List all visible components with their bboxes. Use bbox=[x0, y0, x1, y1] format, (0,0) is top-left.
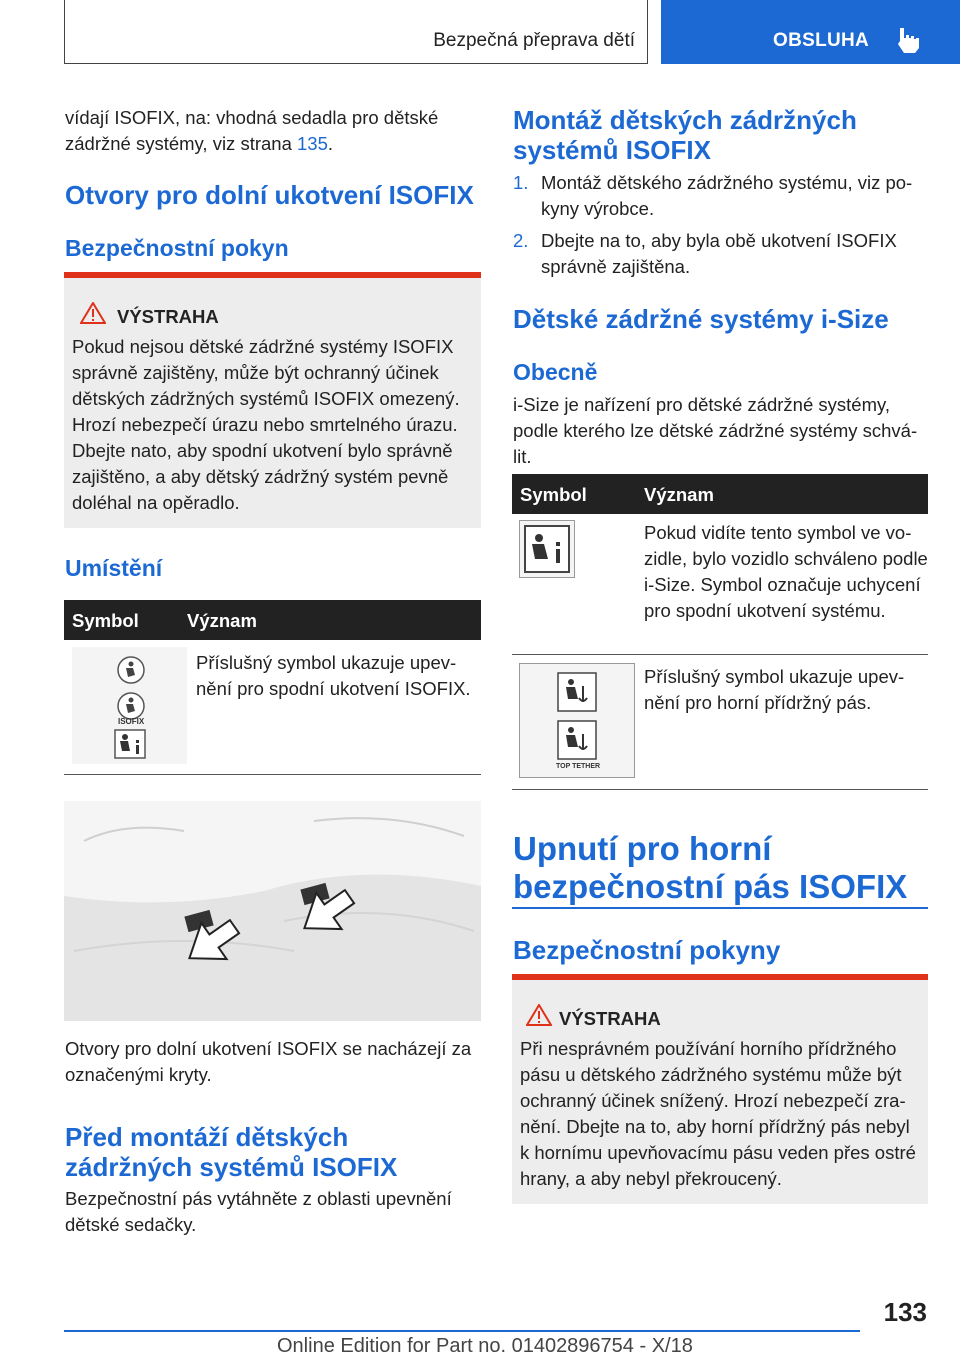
seat-illustration bbox=[64, 801, 481, 1021]
warning-title-1: VÝSTRAHA bbox=[117, 306, 219, 327]
table2-bottom-rule bbox=[512, 789, 928, 790]
heading-isize: Dětské zádržné systémy i-Size bbox=[513, 304, 889, 334]
table2-col-meaning: Význam bbox=[644, 484, 714, 505]
warning-text-2: Při nesprávném používání horního přídržného pásu u dětského zádržného systému může být ochranný účinek snížený. Hrozí nebezpečí zra-nění. Dbejte na to, aby horní přídržný pás nebyl k hornímu upevňovacímu pásu veden přes ostré hrany, a aby nebyl překroucený. bbox=[520, 1038, 916, 1189]
isize-symbol bbox=[519, 520, 575, 578]
seat-photo bbox=[64, 801, 481, 1021]
heading-isofix-mounting: Montáž dětských zádržných systémů ISOFIX bbox=[513, 105, 857, 165]
warning-text-1: Pokud nejsou dětské zádržné systémy ISOFIX správně zajištěny, může být ochranný účinek dětských zádržných systémů ISOFIX omezený. Hrozí nebezpečí úrazu nebo smrtelného úrazu. Dbejte nato, aby spodní ukotvení bylo správně zajištěno, a aby dětský zádržný systém pevně doléhal na opěradlo. bbox=[72, 336, 460, 513]
table1-row1-text: Příslušný symbol ukazuje upev-nění pro spodní ukotvení ISOFIX. bbox=[196, 652, 471, 699]
warning-triangle-icon bbox=[80, 302, 106, 324]
heading-otvory: Otvory pro dolní ukotvení ISOFIX bbox=[65, 180, 474, 210]
table1-header bbox=[64, 600, 481, 640]
step-item: 2. Dbejte na to, aby byla obě ukotvení ISOFIX správně zajištěna. bbox=[513, 230, 897, 277]
table2-row1-text: Pokud vidíte tento symbol ve vo-zidle, bylo vozidlo schváleno podle i-Size. Symbol označuje uchycení pro spodní ukotvení systému. bbox=[644, 522, 928, 621]
intro-paragraph: vídají ISOFIX, na: vhodná sedadla pro dětské zádržné systémy, viz strana 135. bbox=[65, 107, 439, 154]
footer-rule bbox=[64, 1330, 860, 1332]
heading-safety-notes: Bezpečnostní pokyny bbox=[513, 935, 781, 965]
table1-col-meaning: Význam bbox=[187, 610, 257, 631]
top-tether-label: TOP TETHER bbox=[556, 763, 601, 770]
section-tab-label: OBSLUHA bbox=[773, 30, 870, 51]
page-link[interactable]: 135 bbox=[297, 133, 328, 154]
warning-triangle-icon bbox=[526, 1004, 552, 1026]
tether-anchor-icon bbox=[557, 672, 597, 712]
page-number: 133 bbox=[883, 1297, 927, 1327]
table2-row-rule bbox=[512, 654, 928, 655]
isofix-symbol-group bbox=[72, 647, 187, 764]
isize-seat-icon bbox=[524, 525, 570, 573]
top-tether-symbol-group bbox=[519, 663, 635, 778]
isize-seat-icon bbox=[114, 729, 146, 759]
child-seat-icon bbox=[116, 655, 146, 685]
warning-box-2 bbox=[512, 974, 928, 1204]
section-title: Bezpečná přeprava dětí bbox=[433, 30, 635, 51]
table1-col-symbol: Symbol bbox=[72, 610, 139, 631]
isofix-label: ISOFIX bbox=[118, 717, 145, 726]
table2-header bbox=[512, 474, 928, 514]
warning-box-1 bbox=[64, 272, 481, 528]
heading-general: Obecně bbox=[513, 359, 598, 385]
header-section-box bbox=[64, 0, 648, 64]
footer-edition: Online Edition for Part no. 01402896754 - X/18 bbox=[277, 1335, 693, 1357]
table2-row2-text: Příslušný symbol ukazuje upev-nění pro horní přídržný pás. bbox=[644, 666, 905, 713]
table1-bottom-rule bbox=[64, 774, 481, 775]
table2-col-symbol: Symbol bbox=[520, 484, 587, 505]
warning-title-2: VÝSTRAHA bbox=[559, 1008, 661, 1029]
pointing-hand-icon bbox=[895, 26, 921, 54]
heading-safety-note: Bezpečnostní pokyn bbox=[65, 235, 289, 261]
heading-before-mounting: Před montáží dětských zádržných systémů ISOFIX bbox=[65, 1122, 398, 1182]
steps-list bbox=[513, 170, 928, 280]
before-mounting-text: Bezpečnostní pás vytáhněte z oblasti upevnění dětské sedačky. bbox=[65, 1188, 452, 1235]
heading-placement: Umístění bbox=[65, 555, 163, 581]
tether-anchor-icon bbox=[557, 720, 597, 760]
section-tab[interactable] bbox=[661, 0, 960, 64]
photo-caption: Otvory pro dolní ukotvení ISOFIX se nacházejí za označenými kryty. bbox=[65, 1038, 472, 1085]
heading-top-tether: Upnutí pro horní bezpečnostní pás ISOFIX bbox=[513, 830, 908, 905]
general-text: i-Size je nařízení pro dětské zádržné systémy, podle kterého lze dětské zádržné systémy schvá-lit. bbox=[513, 394, 918, 467]
step-item: 1. Montáž dětského zádržného systému, viz po-kyny výrobce. bbox=[513, 172, 913, 219]
heading-underline bbox=[512, 907, 928, 909]
